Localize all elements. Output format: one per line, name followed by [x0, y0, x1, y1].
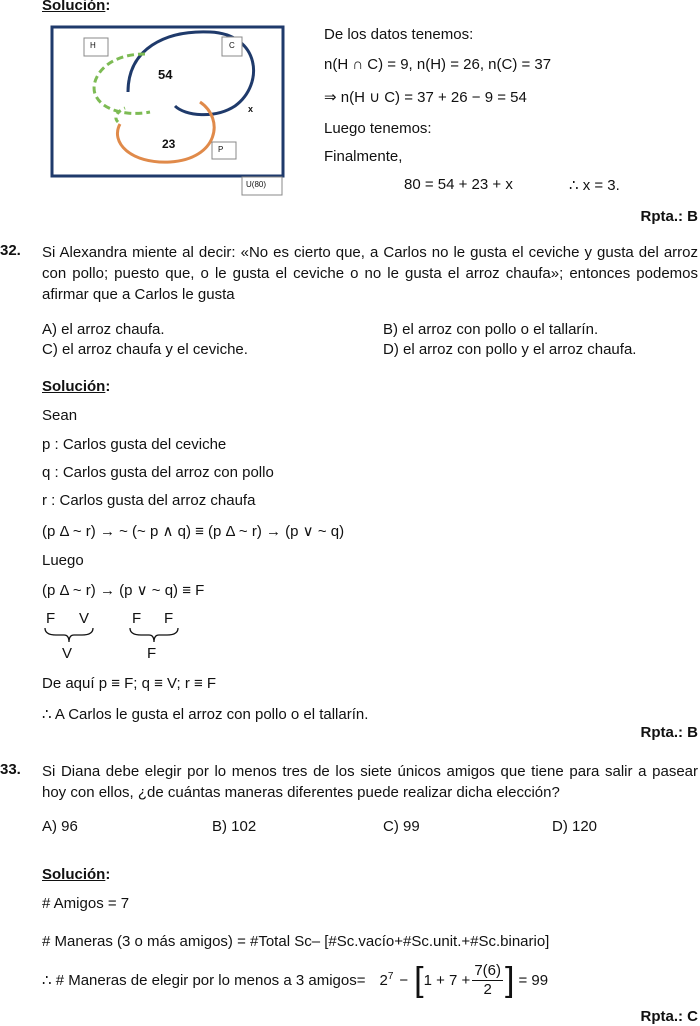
- brace1-result: V: [62, 645, 73, 662]
- label-h: H: [90, 41, 96, 50]
- q32-option-a: A) el arroz chaufa.: [42, 321, 165, 338]
- q33-text: Si Diana debe elegir por lo menos tres de los siete únicos amigos que tiene para salir a pasear hoy con ellos, ¿de cuántas maneras diferentes puede realizar dicha elección?: [42, 763, 698, 801]
- q33-option-c: C) 99: [383, 818, 420, 835]
- q33-option-b: B) 102: [212, 818, 257, 835]
- venn-value-x: x: [248, 104, 254, 114]
- q33-amigos: # Amigos = 7: [42, 895, 130, 912]
- q32-def-r: r : Carlos gusta del arroz chaufa: [42, 492, 256, 509]
- q33-final-equation: [42, 958, 548, 1002]
- brace2-right-value: F: [164, 610, 174, 627]
- q33-fraction: $\frac{7(6)}{2}$: [474, 961, 501, 998]
- q33-option-a: A) 96: [42, 818, 78, 835]
- q32-solution-heading: Solución:: [42, 378, 111, 395]
- q33-number: 33.: [0, 761, 21, 778]
- q32-conclusion: ∴ A Carlos le gusta el arroz con pollo o el tallarín.: [42, 706, 369, 723]
- underbrace-2: [129, 626, 179, 644]
- venn-diagram: [50, 24, 290, 198]
- q32-sean: Sean: [42, 407, 78, 424]
- underbrace-1: [44, 626, 94, 644]
- q32-text: Si Alexandra miente al decir: «No es cierto que, a Carlos no le gusta el ceviche y gusta del arroz con pollo; puesto que, o le gusta el ceviche o no le gusta el arroz chaufa»; entonces podemos afirmar que a Carlos le gusta: [42, 244, 698, 303]
- brace2-left-value: F: [132, 610, 142, 627]
- data-equation: n(H ∩ C) = 9, n(H) = 26, n(C) = 37: [324, 56, 552, 73]
- label-p: P: [218, 145, 224, 154]
- q32-equation-2: (p Δ ~ r) → (p ∨ ~ q) ≡ F: [42, 582, 205, 599]
- q33-final-label: ∴ # Maneras de elegir por lo menos a 3 amigos=: [42, 972, 366, 989]
- q32-def-q: q : Carlos gusta del arroz con pollo: [42, 464, 274, 481]
- luego-text: Luego tenemos:: [324, 120, 432, 137]
- brace2-result: F: [147, 645, 157, 662]
- q32-equation-1: (p Δ ~ r) → ~ (~ p ∧ q) ≡ (p Δ ~ r) → (p ∨ ~ q): [42, 523, 345, 540]
- left-bracket: [: [414, 961, 424, 999]
- answer-q32: Rpta.: B: [640, 724, 698, 741]
- solution-heading: Solución:: [42, 0, 111, 14]
- q32-number: 32.: [0, 242, 21, 259]
- label-h-box: [84, 38, 108, 56]
- set-p-outline: [117, 102, 214, 162]
- q33-result: = 99: [518, 971, 549, 989]
- right-bracket: ]: [505, 961, 515, 999]
- label-p-box: [212, 142, 236, 159]
- q32-values: De aquí p ≡ F; q ≡ V; r ≡ F: [42, 675, 217, 692]
- label-universe: U(80): [246, 180, 267, 189]
- q32-option-b: B) el arroz con pollo o el tallarín.: [383, 321, 599, 338]
- finalmente-text: Finalmente,: [324, 148, 403, 165]
- union-equation: ⇒ n(H ∪ C) = 37 + 26 − 9 = 54: [324, 89, 527, 106]
- q33-option-d: D) 120: [552, 818, 598, 835]
- q33-inner-terms: 1 + 7 +: [423, 971, 471, 989]
- brace1-left-value: F: [46, 610, 56, 627]
- venn-value-23: 23: [162, 137, 176, 151]
- q33-power: $2^7$: [379, 971, 394, 989]
- final-equation: 80 = 54 + 23 + x: [404, 176, 513, 193]
- q33-solution-heading: Solución:: [42, 866, 111, 883]
- q32-luego: Luego: [42, 552, 84, 569]
- venn-value-54: 54: [158, 67, 173, 82]
- q32-def-p: p : Carlos gusta del ceviche: [42, 436, 227, 453]
- answer-sol1: Rpta.: B: [640, 208, 698, 225]
- q32-option-c: C) el arroz chaufa y el ceviche.: [42, 341, 248, 358]
- brace1-right-value: V: [79, 610, 90, 627]
- set-h-outline: [94, 54, 150, 113]
- q32-option-d: D) el arroz con pollo y el arroz chaufa.: [383, 341, 637, 358]
- answer-q33: Rpta.: C: [640, 1008, 698, 1025]
- label-c: C: [229, 41, 235, 50]
- q33-maneras: # Maneras (3 o más amigos) = #Total Sc– [#Sc.vacío+#Sc.unit.+#Sc.binario]: [42, 933, 550, 950]
- data-intro: De los datos tenemos:: [324, 26, 474, 43]
- final-result: ∴ x = 3.: [569, 177, 620, 194]
- q33-minus: −: [399, 971, 409, 989]
